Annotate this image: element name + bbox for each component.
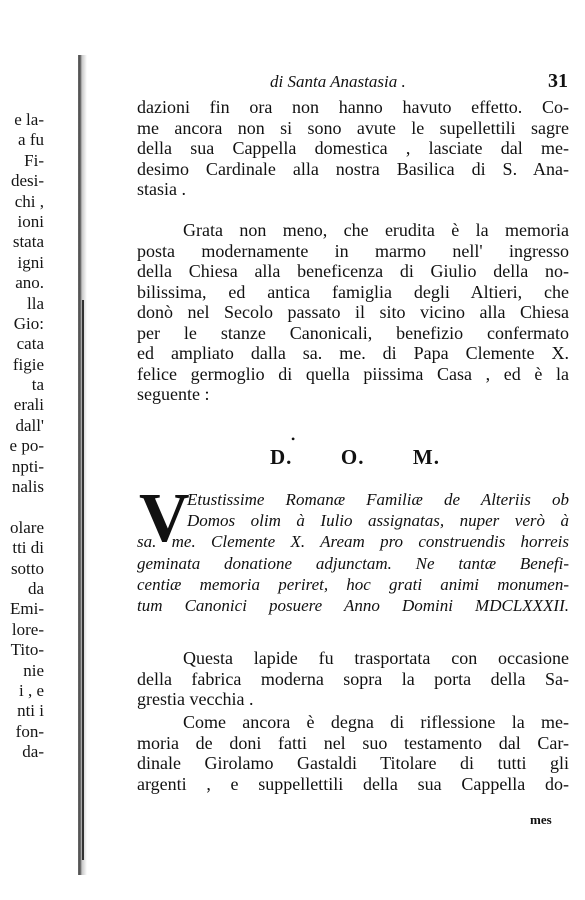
previous-page-fragment: igni (17, 252, 44, 272)
previous-page-fragment: da (27, 578, 44, 598)
previous-page-fragment: figie (12, 354, 44, 374)
text-line: argenti , e suppellettili della sua Cappella do- (137, 773, 569, 794)
previous-page-fragment: e po- (9, 436, 44, 456)
ornament-dot: • (291, 432, 296, 446)
previous-page-fragment: ta (31, 375, 44, 395)
previous-page-fragment: Emi- (10, 599, 44, 619)
previous-page-fragment: stata (12, 232, 44, 252)
text-line: dazioni fin ora non hanno havuto effetto. Co- (137, 97, 569, 117)
inscription-line: sa. me. Clemente X. Aream pro construendis horreis (137, 532, 569, 552)
page-gutter-line (82, 300, 84, 860)
text-line: della fabrica moderna sopra la porta della Sa- (137, 668, 569, 689)
text-line: stasia . (137, 179, 186, 199)
paragraph-1 (137, 97, 569, 200)
paragraph-4 (137, 712, 569, 794)
previous-page-fragment: a fu (18, 130, 44, 150)
previous-page-fragment: Fi- (24, 150, 44, 170)
previous-page-fragment: dall' (15, 415, 44, 435)
previous-page-fragment (0, 497, 44, 517)
previous-page-fragment: i , e (18, 680, 44, 700)
dom-letter: M. (412, 445, 440, 469)
text-line: posta modernamente in marmo nell' ingresso (137, 240, 569, 261)
drop-capital: V (139, 480, 190, 557)
text-line: della Chiesa alla beneficenza di Giulio della no- (137, 261, 569, 281)
inscription-line: centiæ memoria periret, hoc grati animi monumen- (137, 574, 569, 594)
previous-page-fragment: ioni (17, 211, 44, 231)
text-line: ed ampliato dalla sa. me. di Papa Clemente X. (137, 343, 569, 363)
text-line: felice germoglio di quella piissima Casa , ed è la (137, 363, 569, 384)
text-line: della sua Cappella domestica , lasciate dal me- (137, 138, 569, 158)
text-line: Grata non meno, che erudita è la memoria (183, 220, 569, 240)
dom-letter: D. (270, 445, 293, 469)
previous-page-edge (0, 110, 44, 763)
previous-page-fragment: ano. (15, 273, 44, 293)
previous-page-fragment: erali (13, 395, 44, 415)
text-line: per le stanze Canonicali, benefizio confermato (137, 322, 569, 343)
text-line: desimo Cardinale alla nostra Basilica di S. Ana- (137, 158, 569, 179)
text-line: donò nel Secolo passato il sito vicino alla Chiesa (137, 302, 569, 322)
inscription (137, 489, 569, 616)
page-number: 31 (548, 70, 568, 92)
inscription-line: Etustissime Romanæ Familiæ de Alteriis ob (187, 490, 569, 509)
previous-page-fragment: cata (16, 334, 44, 354)
inscription-line: geminata donatione adjunctam. Ne tantæ Benefi- (137, 553, 569, 573)
previous-page-fragment: Tito- (10, 640, 44, 660)
text-line: grestia vecchia . (137, 689, 254, 709)
dom-heading (270, 445, 440, 470)
previous-page-fragment: Gio: (13, 313, 44, 333)
text-line: seguente : (137, 384, 210, 404)
text-line: Come ancora è degna di riflessione la me- (183, 712, 569, 732)
previous-page-fragment: nie (23, 660, 44, 680)
text-line: me ancora non si sono avute le supellettili sagre (137, 117, 569, 138)
previous-page-fragment: lla (27, 293, 44, 313)
catchword: mes (530, 812, 552, 827)
previous-page-fragment: olare (10, 517, 44, 537)
previous-page-fragment: da- (22, 742, 44, 762)
paragraph-2 (137, 220, 569, 405)
previous-page-fragment: lore- (11, 619, 44, 639)
dom-letter: O. (340, 445, 365, 469)
previous-page-fragment: e la- (14, 110, 44, 129)
inscription-line: Domos olim à Iulio assignatas, nuper verò à (187, 511, 569, 531)
previous-page-fragment: desi- (10, 171, 44, 191)
previous-page-fragment: nti i (17, 701, 44, 721)
inscription-line: tum Canonici posuere Anno Domini MDCLXXXII. (137, 595, 569, 615)
running-header: di Santa Anastasia . (270, 72, 406, 91)
previous-page-fragment: fon- (15, 721, 44, 741)
paragraph-3 (137, 648, 569, 710)
previous-page-fragment: sotto (10, 558, 44, 578)
previous-page-fragment: nalis (11, 477, 44, 497)
text-line: dinale Girolamo Gastaldi Titolare di tutti gli (137, 753, 569, 773)
text-line: moria de doni fatti nel suo testamento dal Car- (137, 732, 569, 753)
previous-page-fragment: chi , (14, 191, 44, 211)
previous-page-fragment: tti di (12, 538, 44, 558)
text-line: bilissima, ed antica famiglia degli Altieri, che (137, 281, 569, 302)
previous-page-fragment: npti- (11, 456, 44, 476)
text-line: Questa lapide fu trasportata con occasione (183, 648, 569, 668)
